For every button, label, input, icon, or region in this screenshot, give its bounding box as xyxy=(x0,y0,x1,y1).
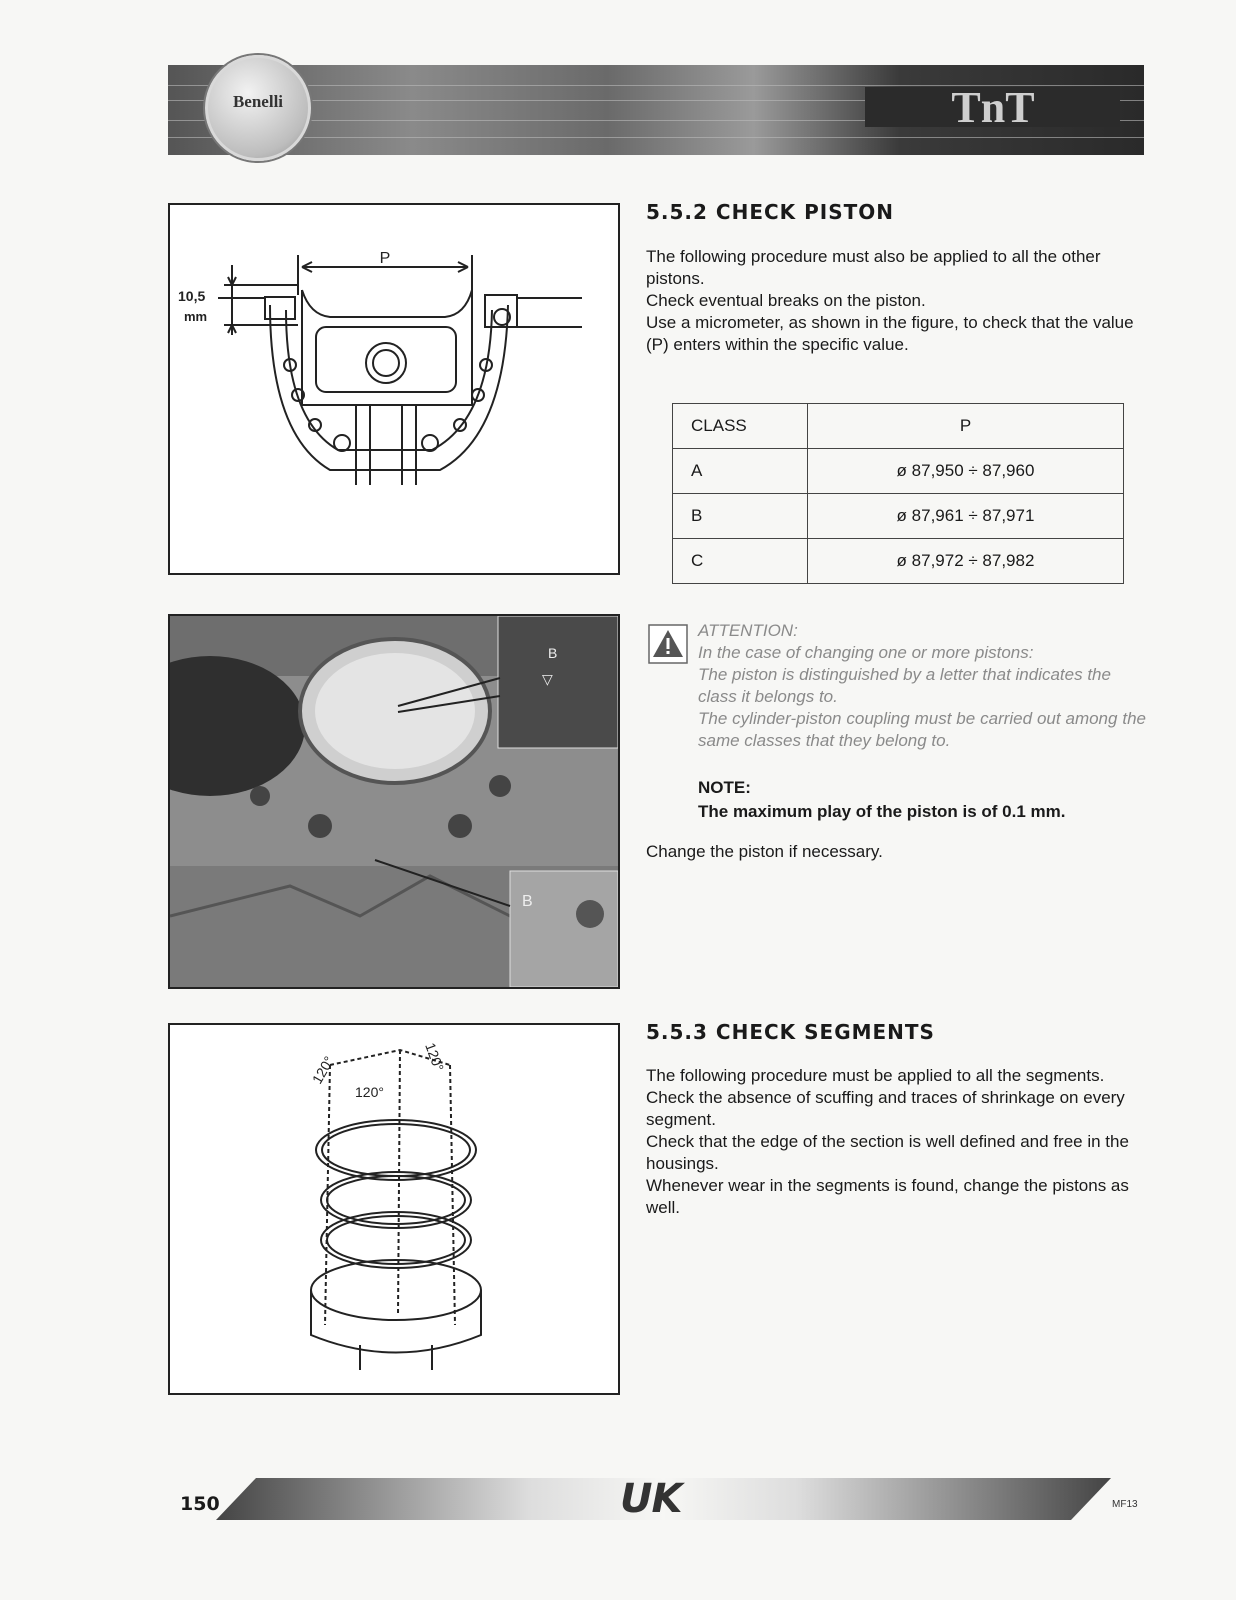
table-cell: B xyxy=(673,494,808,539)
angle-label-left: 120° xyxy=(308,1053,338,1087)
micrometer-figure xyxy=(168,203,620,575)
table-cell: ø 87,950 ÷ 87,960 xyxy=(808,449,1124,494)
cylinder-photo-drawing xyxy=(170,616,618,987)
cylinder-photo xyxy=(168,614,620,989)
heading-check-piston: 5.5.2 CHECK PISTON xyxy=(646,200,895,224)
check-segments-text xyxy=(646,1065,1144,1219)
angle-label-right: 120° xyxy=(422,1040,448,1074)
attention-line: In the case of changing one or more pistons: xyxy=(698,643,1034,662)
attention-title: ATTENTION: xyxy=(698,621,798,640)
paragraph: Check eventual breaks on the piston. xyxy=(646,291,926,310)
angle-label-center: 120° xyxy=(355,1084,384,1100)
table-row xyxy=(673,449,1124,494)
heading-check-segments: 5.5.3 CHECK SEGMENTS xyxy=(646,1020,935,1044)
tnt-brand-mark xyxy=(865,82,1125,132)
photo-label-top: B xyxy=(548,645,558,661)
check-piston-text xyxy=(646,246,1144,356)
paragraph: The following procedure must be applied to all the segments. xyxy=(646,1066,1105,1085)
attention-block xyxy=(698,620,1146,752)
page-number: 150 xyxy=(180,1493,220,1515)
height-unit: mm xyxy=(184,309,208,324)
micrometer-drawing xyxy=(170,205,618,573)
paragraph: The following procedure must also be applied to all the other pistons. xyxy=(646,247,1101,288)
table-row xyxy=(673,539,1124,584)
logo-text: Benelli xyxy=(232,92,284,111)
note-text: The maximum play of the piston is of 0.1 mm. xyxy=(698,802,1066,821)
table-cell: C xyxy=(673,539,808,584)
brand-mark-text: TnT xyxy=(951,83,1035,132)
closing-text: Change the piston if necessary. xyxy=(646,842,883,861)
table-cell: ø 87,972 ÷ 87,982 xyxy=(808,539,1124,584)
photo-arrow-glyph: ▽ xyxy=(542,671,553,687)
attention-line: The cylinder-piston coupling must be carried out among the same classes that they belong to. xyxy=(698,709,1146,750)
dimension-label-p: P xyxy=(379,250,391,267)
piston-class-table xyxy=(672,403,1124,584)
paragraph: Whenever wear in the segments is found, change the pistons as well. xyxy=(646,1176,1129,1217)
table-header-cell: CLASS xyxy=(673,404,808,449)
table-cell: A xyxy=(673,449,808,494)
photo-label-bottom: B xyxy=(522,893,533,910)
warning-icon xyxy=(648,624,688,664)
language-label: UK xyxy=(620,1476,682,1522)
table-header-cell: P xyxy=(808,404,1124,449)
paragraph: Check the absence of scuffing and traces of shrinkage on every segment. xyxy=(646,1088,1125,1129)
paragraph: Use a micrometer, as shown in the figure, to check that the value (P) enters within the specific value. xyxy=(646,313,1134,354)
rings-drawing xyxy=(170,1025,618,1393)
height-value: 10,5 xyxy=(178,288,206,304)
note-title: NOTE: xyxy=(698,778,751,797)
attention-line: The piston is distinguished by a letter that indicates the class it belongs to. xyxy=(698,665,1111,706)
table-header-row xyxy=(673,404,1124,449)
note-block xyxy=(698,776,1146,824)
document-code: MF13 xyxy=(1112,1499,1138,1510)
paragraph: Check that the edge of the section is well defined and free in the housings. xyxy=(646,1132,1129,1173)
table-row xyxy=(673,494,1124,539)
table-cell: ø 87,961 ÷ 87,971 xyxy=(808,494,1124,539)
rings-figure xyxy=(168,1023,620,1395)
